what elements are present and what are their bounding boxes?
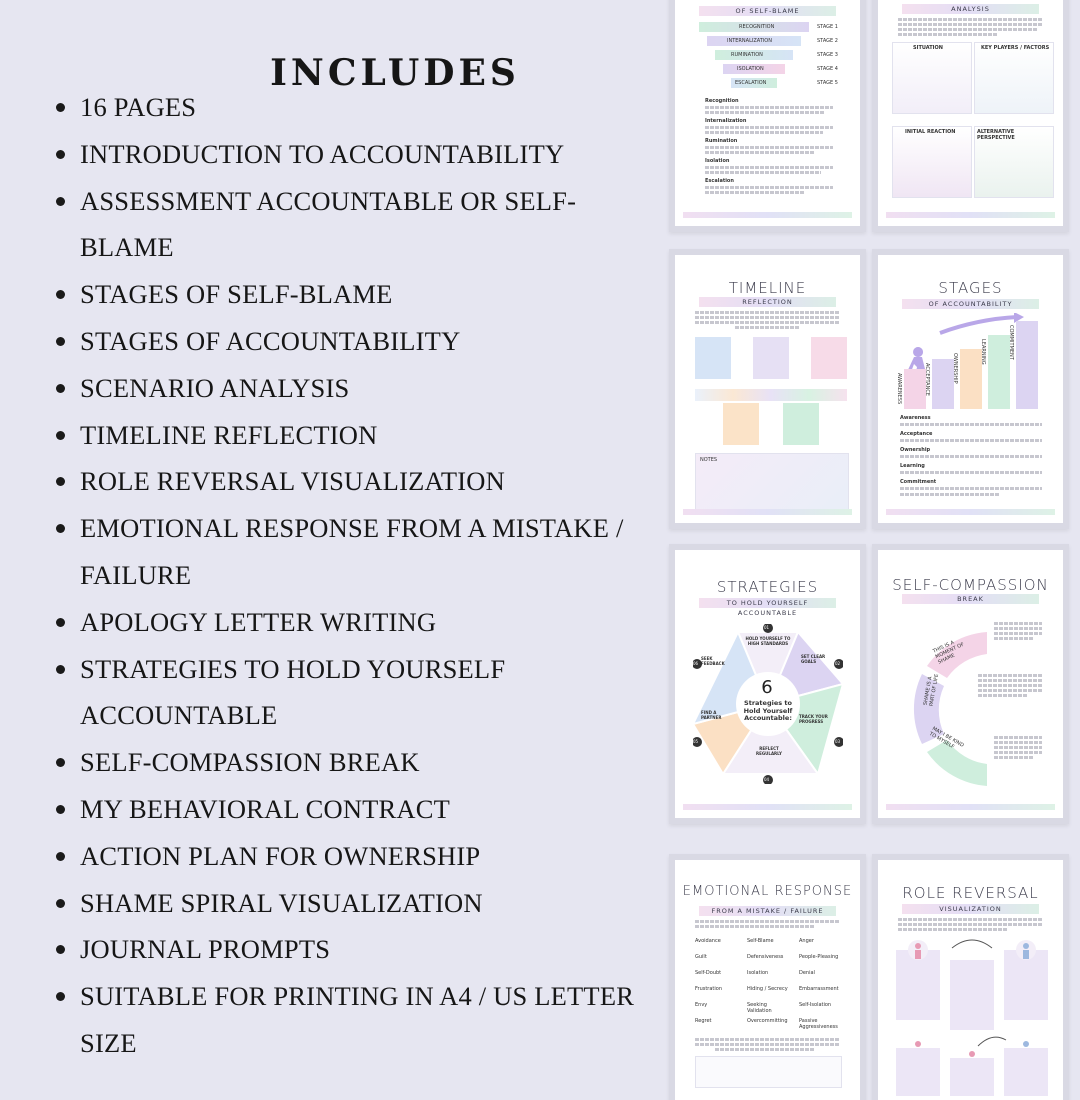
preview-page-self-compassion (878, 550, 1063, 818)
stairs-chart (898, 313, 1048, 409)
list-item: SUITABLE FOR PRINTING IN A4 / US LETTER SIZE (56, 973, 666, 1067)
arrow-icon (978, 1037, 1006, 1046)
funnel-bar: INTERNALIZATION (707, 36, 801, 46)
person-icon (915, 943, 921, 949)
page-title: STRATEGIES (716, 578, 819, 596)
list-item: MY BEHAVIORAL CONTRACT (56, 786, 666, 833)
list-item: INTRODUCTION TO ACCOUNTABILITY (56, 131, 666, 178)
page-subtitle: BREAK (902, 594, 1039, 604)
page-title: ROLE REVERSAL (902, 884, 1039, 902)
preview-page-analysis: ANALYSIS SITUATION KEY PLAYERS / FACTORS INITIAL REACTION ALTERNATIVE PERSPECTIVE (878, 0, 1063, 226)
preview-page-stages: STAGES OF ACCOUNTABILITY AWARENESS ACCEPTANCE OWNERSHIP LEARNING COMMITMENT Awareness Acceptance Ownership Learning Commitment (878, 255, 1063, 523)
list-item: SELF-COMPASSION BREAK (56, 739, 666, 786)
preview-page-self-blame: OF SELF-BLAME RECOGNITION INTERNALIZATION RUMINATION ISOLATION ESCALATION STAGE 1 STAGE 2 STAGE 3 STAGE 4 STAGE 5 Recognition Internalization Rumination Isolation Escalation (675, 0, 860, 226)
page-title: EMOTIONAL RESPONSE (682, 884, 853, 899)
list-item: ASSESSMENT ACCOUNTABLE OR SELF-BLAME (56, 178, 666, 272)
page-subtitle: FROM A MISTAKE / FAILURE (699, 906, 836, 916)
strategy-center-text: Strategies to Hold Yourself Accountable: (743, 699, 793, 722)
page-subtitle: REFLECTION (699, 297, 836, 307)
list-item: ACTION PLAN FOR OWNERSHIP (56, 833, 666, 880)
list-item: SCENARIO ANALYSIS (56, 365, 666, 412)
arc-label: SHAME IS A PART OF LIFE (922, 673, 941, 707)
list-item: TIMELINE REFLECTION (56, 412, 666, 459)
page-title: STAGES (938, 279, 1003, 297)
funnel-bar: RUMINATION (715, 50, 793, 60)
page-title: TIMELINE (728, 279, 807, 297)
role-reversal-illustration (892, 936, 1052, 1096)
list-item: EMOTIONAL RESPONSE FROM A MISTAKE / FAILURE (56, 505, 666, 599)
list-item: STRATEGIES TO HOLD YOURSELF ACCOUNTABLE (56, 646, 666, 740)
arc-label: THIS IS A MOMENT OF SHAME (932, 639, 966, 666)
person-icon (1023, 1041, 1029, 1047)
preview-page-role-reversal (878, 860, 1063, 1100)
list-item: SHAME SPIRAL VISUALIZATION (56, 880, 666, 927)
page-subtitle: OF SELF-BLAME (699, 6, 836, 16)
list-item: 16 PAGES (56, 84, 666, 131)
preview-page-emotional-response (675, 860, 860, 1100)
list-item: STAGES OF ACCOUNTABILITY (56, 318, 666, 365)
page-title: SELF-COMPASSION (892, 576, 1049, 594)
growth-arrow-icon (940, 317, 1018, 333)
page-subtitle: TO HOLD YOURSELF ACCOUNTABLE (699, 598, 836, 608)
funnel-bar: RECOGNITION (699, 22, 809, 32)
person-icon (915, 1041, 921, 1047)
list-item: STAGES OF SELF-BLAME (56, 271, 666, 318)
page-subtitle: OF ACCOUNTABILITY (902, 299, 1039, 309)
preview-page-strategies: STRATEGIES TO HOLD YOURSELF ACCOUNTABLE 6 Strategies to Hold Yourself Accountable: HOLD YOURSELF TO HIGH STANDARDS SET CLEAR GOALS TRACK YOUR PROGRESS REFLECT REGULARLY FIND A PARTNER SEEK FEEDBACK 01 02 03 04 05 06 (675, 550, 860, 818)
person-icon (1023, 943, 1029, 949)
funnel-bar: ESCALATION (731, 78, 777, 88)
includes-heading: INCLUDES (270, 52, 520, 94)
preview-page-timeline: TIMELINE REFLECTION NOTES (675, 255, 860, 523)
person-icon (969, 1051, 975, 1057)
list-item: APOLOGY LETTER WRITING (56, 599, 666, 646)
list-item: JOURNAL PROMPTS (56, 926, 666, 973)
arc-label: MAY I BE KIND TO MYSELF (927, 725, 965, 751)
funnel-bar: ISOLATION (723, 64, 785, 74)
arrow-icon (952, 940, 992, 948)
emotion-checklist: Avoidance Self-Blame Anger Guilt Defensiveness People-Pleasing Self-Doubt Isolation Denial Frustration Hiding / Secrecy Embarrassment Envy Seeking Validation Self-Isolation Regret Overcommitting Passive Aggressiveness (695, 938, 839, 1030)
list-item: ROLE REVERSAL VISUALIZATION (56, 458, 666, 505)
page-title: ANALYSIS (902, 4, 1039, 14)
includes-list (56, 84, 666, 1067)
strategy-count: 6 (761, 677, 773, 698)
page-subtitle: VISUALIZATION (902, 904, 1039, 914)
